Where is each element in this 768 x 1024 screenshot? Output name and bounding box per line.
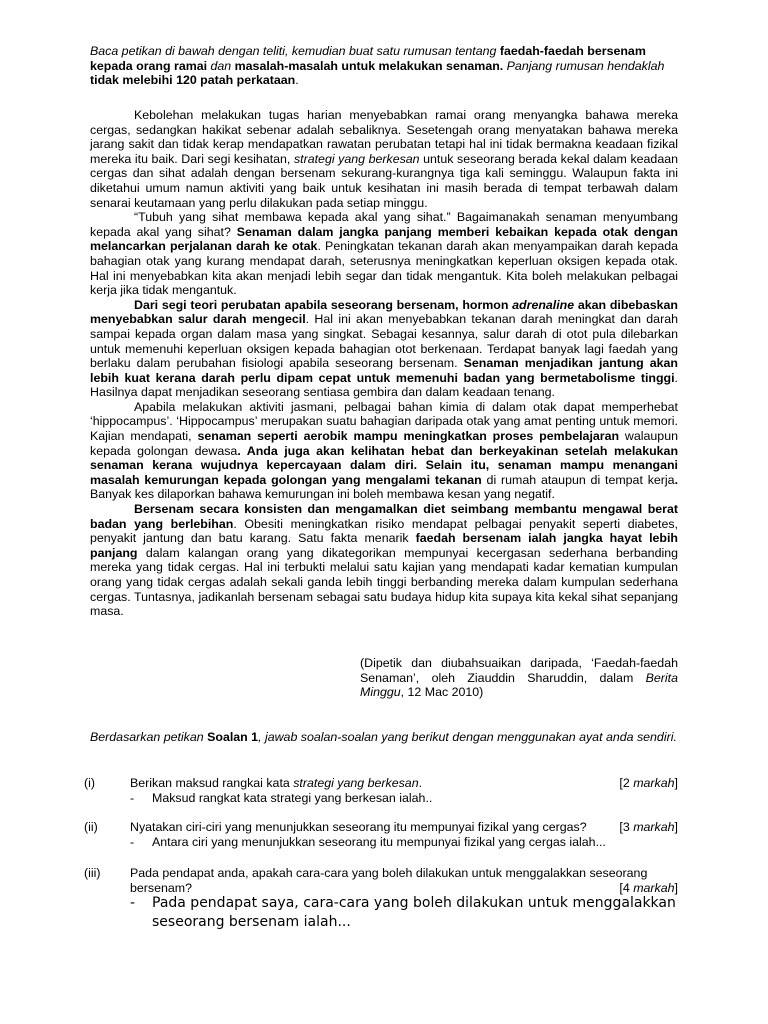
- text-run: .: [674, 472, 679, 487]
- summary-instruction: [90, 44, 678, 88]
- text-run: .: [295, 73, 299, 88]
- question-text: Nyatakan ciri-ciri yang menunjukkan seseorang itu mempunyai fizikal yang cergas? [3 markah] - Antara ciri yang menunjukkan seseorang itu mempunyai fizikal yang cergas ialah...: [130, 820, 678, 849]
- text-run: Apabila melakukan aktiviti jasmani, pelbagai bahan kimia di dalam otak dapat memperhebat ‘hippocampus’. ‘Hippocampus’ merupakan suatu bahagian daripada otak yang amat penting untuk memori. Kajian mendapati,: [90, 399, 678, 444]
- text-run: masalah-masalah untuk melakukan senaman.: [234, 58, 504, 73]
- reading-passage: [90, 108, 678, 619]
- text-run: untuk seseorang berada kekal dalam keadaan cergas dan sihat adalah dengan bersenam sekurang-kurangnya tiga kali seminggu. Walaupun fakta ini diketahui umum namun aktiviti yang baik untuk kesihatan ini masih berada di tempat terbawah dalam senarai keutamaan yang perlu dilakukan pada setiap minggu.: [90, 151, 678, 210]
- marks-label: [4 markah]: [619, 881, 678, 895]
- text-run: Banyak kes dilaporkan bahawa kemurungan ini boleh membawa kesan yang negatif.: [90, 487, 555, 502]
- question-instruction: [90, 730, 678, 745]
- question-2: [84, 820, 678, 850]
- text-run: Bersenam secara konsisten dan mengamalkan diet seimbang membantu mengawal berat badan yang berlebihan: [90, 502, 678, 531]
- text-run: dalam kalangan orang yang dikategorikan mempunyai kecergasan sederhana berbanding mereka yang tidak cergas. Hal ini terbukti melalui satu kajian yang mendapati kadar kematian kumpulan orang yang tidak cergas adalah sekali ganda lebih tinggi berbanding mereka dalam kumpulan sederhana cergas. Tuntasnya, jadikanlah bersenam sebagai satu budaya hidup kita supaya kita kekal sihat sepanjang masa.: [90, 545, 678, 619]
- text-run: Dari segi teori perubatan apabila seseorang bersenam, hormon: [134, 297, 513, 312]
- passage-paragraph: [90, 108, 678, 210]
- question-number: (iii): [84, 866, 101, 880]
- text-run: . Obesiti meningkatkan risiko mendapat pelbagai penyakit seperti diabetes, penyakit jantung dan batu karang. Satu fakta menarik: [90, 516, 678, 546]
- text-run: Panjang rumusan hendaklah: [503, 58, 665, 73]
- text-run: Kebolehan melakukan tugas harian menyebabkan ramai orang menyangka bahawa mereka cergas, sedangkan hakikat sebenar adalah sebaliknya. Sesetengah orang menyatakan bahawa mereka jarang sakit dan tidak kerap mendapatkan rawatan perubatan tetapi hal ini tidak bermakna keadaan fizikal mereka itu baik. Dari segi kesihatan,: [90, 108, 678, 166]
- text-run: (Dipetik dan diubahsuaikan daripada, ‘Faedah-faedah Senaman’, oleh Ziauddin Sharuddin, dalam: [360, 656, 678, 685]
- marks-label: [2 markah]: [619, 776, 678, 790]
- text-run: faedah-faedah bersenam kepada orang ramai: [90, 44, 646, 73]
- text-run: . Hasilnya dapat menjadikan seseorang sentiasa gembira dan dalam keadaan tenang.: [90, 370, 678, 400]
- question-text: Berikan maksud rangkai kata strategi yang berkesan. [2 markah] - Maksud rangkat kata strategi yang berkesan ialah..: [130, 776, 678, 805]
- text-run: Baca petikan di bawah dengan teliti, kemudian buat satu rumusan tentang: [90, 44, 500, 58]
- question-text: Pada pendapat anda, apakah cara-cara yang boleh dilakukan untuk menggalakkan seseorang bersenam? [4 markah]: [130, 866, 678, 895]
- text-run: strategi yang berkesan: [293, 151, 420, 166]
- source-citation: [360, 656, 678, 700]
- text-run: Soalan 1: [207, 730, 259, 744]
- question-number: (ii): [84, 820, 98, 834]
- answer-starter-large: - Pada pendapat saya, cara-cara yang boleh dilakukan untuk menggalakkan seseorang bersenam ialah...: [130, 895, 676, 930]
- question-number: (i): [84, 776, 96, 790]
- text-run: adrenaline: [512, 297, 575, 312]
- question-3: [84, 866, 678, 896]
- text-run: senaman seperti aerobik mampu meningkatkan proses pembelajaran: [197, 429, 620, 444]
- passage-paragraph: [90, 298, 678, 400]
- text-run: Berita Minggu: [360, 670, 678, 700]
- text-run: Berdasarkan petikan: [90, 730, 208, 744]
- text-run: akan dibebaskan menyebabkan salur darah mengecil: [90, 297, 678, 327]
- passage-paragraph: [90, 400, 678, 502]
- answer-starter: - Maksud rangkat kata strategi yang berkesan ialah..: [130, 791, 433, 805]
- text-run: . Peningkatan tekanan darah akan menyampaikan darah kepada bahagian otak yang kurang mendapat darah, seterusnya meningkatkan keperluan oksigen kepada otak. Hal ini menyebabkan kita akan menjadi lebih segar dan tidak mengantuk. Kita boleh melakukan pelbagai kerja jika tidak mengantuk.: [90, 239, 678, 298]
- question-1: [84, 776, 678, 806]
- text-run: Senaman menjadikan jantung akan lebih kuat kerana darah perlu dipam cepat untuk memenuhi badan yang bermetabolisme tinggi: [90, 356, 678, 385]
- passage-paragraph: [90, 502, 678, 619]
- text-run: Senaman dalam jangka panjang memberi kebaikan kepada otak dengan melancarkan perjalanan darah ke otak: [90, 224, 678, 254]
- answer-starter: - Antara ciri yang menunjukkan seseorang itu mempunyai fizikal yang cergas ialah...: [130, 835, 606, 849]
- text-run: tidak melebihi 120 patah perkataan: [90, 73, 296, 88]
- marks-label: [3 markah]: [619, 820, 678, 834]
- text-run: , jawab soalan-soalan yang berikut dengan menggunakan ayat anda sendiri.: [258, 730, 677, 744]
- passage-paragraph: [90, 210, 678, 298]
- text-run: . Anda juga akan kelihatan hebat dan berkeyakinan setelah melakukan senaman kerana wujudnya kepercayaan dalam diri. Selain itu, senaman mampu menangani masalah kemurungan kepada golongan yang mengalami tekanan: [90, 443, 679, 487]
- text-run: di rumah ataupun di tempat kerja: [481, 472, 675, 487]
- text-run: “Tubuh yang sihat membawa kepada akal yang sihat.” Bagaimanakah senaman menyumbang kepada akal yang sihat?: [90, 210, 678, 239]
- text-run: . Hal ini akan menyebabkan tekanan darah meningkat dan darah sampai kepada organ dalam masa yang singkat. Sebagai kesannya, salur darah di otot pula dilebarkan untuk memenuhi keperluan oksigen kepada bahagian otot berkenaan. Terdapat banyak lagi faedah yang berlaku dalam perubahan fisiologi apabila seseorang bersenam.: [90, 312, 678, 371]
- text-run: dan: [207, 58, 235, 73]
- text-run: , 12 Mac 2010): [400, 685, 484, 700]
- text-run: faedah bersenam ialah jangka hayat lebih panjang: [90, 531, 678, 560]
- text-run: walaupun kepada golongan dewasa: [90, 429, 678, 458]
